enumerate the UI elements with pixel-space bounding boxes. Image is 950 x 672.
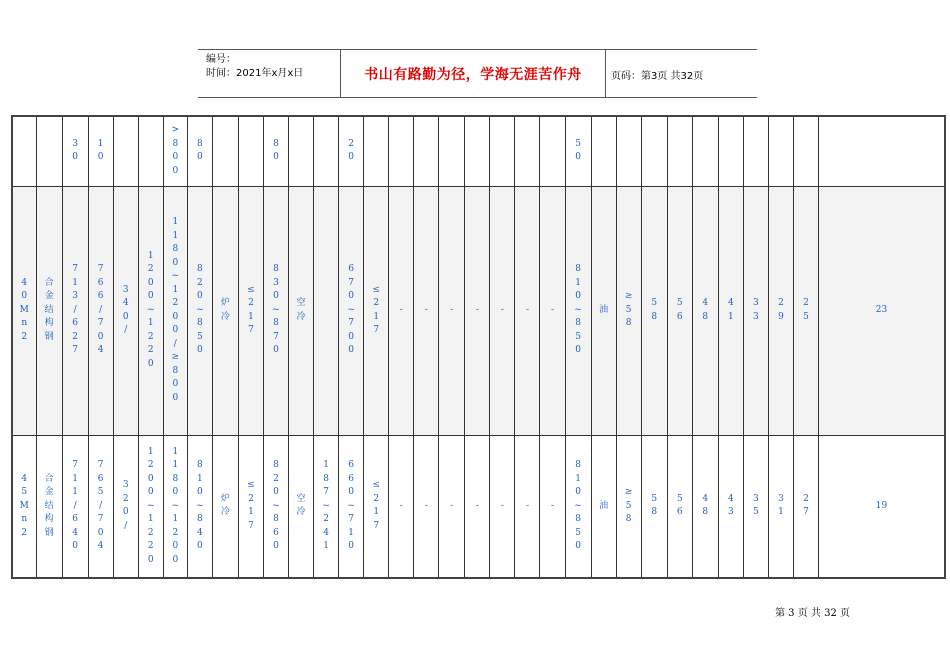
table-cell [490,435,515,578]
table-cell [138,186,163,435]
vertical-text: - [500,304,504,315]
table-cell [515,186,540,435]
table-cell [414,116,439,186]
vertical-text: 2 5 [803,298,809,322]
table-cell [641,435,667,578]
vertical-text: 1 0 [97,138,104,163]
table-cell [163,435,187,578]
vertical-text: 3 4 0 / [122,284,129,335]
vertical-text: 4 3 [727,493,734,518]
table-cell [768,435,793,578]
table-cell [540,116,565,186]
table-cell [138,435,163,578]
table-cell [465,435,490,578]
vertical-text: > 8 0 0 [171,125,180,176]
vertical-text: 8 0 [273,138,279,163]
vertical-text: ≥ 5 8 [624,487,633,524]
vertical-text: 5 6 [676,298,683,322]
table-cell [289,116,314,186]
page-label: 页码：第3页 共32页 [611,71,704,82]
vertical-text: 4 0 M n 2 [19,277,29,342]
vertical-text: 6 7 0 ~ 7 0 0 [347,264,355,356]
table-cell [389,435,414,578]
table-cell [591,435,616,578]
table-cell [768,186,793,435]
vertical-text: 3 5 [753,493,759,518]
table-cell [389,186,414,435]
table-cell [212,116,238,186]
table-cell [616,116,641,186]
table-cell [138,116,163,186]
vertical-text: 8 1 0 ~ 8 5 0 [574,460,582,551]
header-divider [605,50,606,97]
table-cell [414,435,439,578]
vertical-text: 1 1 8 0 ~ 1 2 0 0 [171,446,180,565]
table-cell [364,116,389,186]
vertical-text: 2 7 [803,493,809,518]
vertical-text: 1 2 0 0 ~ 1 2 2 0 [146,250,155,369]
table-cell: 19 [819,435,946,578]
table-cell [113,186,138,435]
table-cell [540,186,565,435]
vertical-text: 8 3 0 ~ 8 7 0 [272,264,280,356]
table-cell [238,186,263,435]
page-footer: 第 3 页 共 32 页 [775,608,850,619]
table-cell [718,116,743,186]
table-cell [263,186,288,435]
vertical-text: 炉 冷 [220,298,230,322]
table-cell [263,116,288,186]
vertical-text: 4 1 [727,298,734,322]
vertical-text: - [424,304,428,315]
table-cell [439,435,465,578]
vertical-text: - [525,304,529,315]
page-header [198,49,757,98]
table-cell [113,435,138,578]
table-cell [641,116,667,186]
vertical-text: - [399,500,403,511]
table-cell [465,116,490,186]
table-cell [62,186,88,435]
table-cell [36,186,62,435]
header-info [206,53,303,81]
table-cell [12,186,36,435]
vertical-text: 5 6 [676,493,683,518]
table-cell [187,435,212,578]
table-row [12,116,945,186]
table-cell [667,116,692,186]
header-divider [340,50,341,97]
vertical-text: 8 0 [196,138,203,163]
vertical-text: 3 0 [72,138,78,163]
table-cell [163,116,187,186]
table-row [12,435,945,578]
vertical-text: 6 6 0 ~ 7 1 0 [347,460,355,551]
table-cell [565,186,591,435]
vertical-text: - [550,500,555,511]
vertical-text: 油 [599,304,609,315]
table-cell [263,435,288,578]
table-cell [641,186,667,435]
vertical-text: 7 1 3 / 6 2 7 [72,264,78,356]
table-cell [515,435,540,578]
table-cell [163,186,187,435]
time-label: 时间：2021年x月x日 [206,68,304,79]
vertical-text: 炉 冷 [220,493,230,518]
vertical-text: 8 1 0 ~ 8 5 0 [574,264,582,356]
vertical-text: 7 6 5 / 7 0 4 [97,460,104,551]
table-cell [88,186,113,435]
vertical-text: 8 1 0 ~ 8 4 0 [196,460,204,551]
table-cell [439,116,465,186]
table-cell [565,116,591,186]
table-cell [490,116,515,186]
table-cell [565,435,591,578]
table-cell [718,435,743,578]
table-cell [692,186,718,435]
table-cell [743,435,768,578]
vertical-text: ≤ 2 1 7 [372,284,380,335]
header-motto: 书山有路勤为径，学海无涯苦作舟 [364,67,582,83]
table-cell [62,435,88,578]
table-cell [414,186,439,435]
vertical-text: 4 8 [702,493,709,518]
table-cell [12,435,36,578]
table-cell [718,186,743,435]
vertical-text: 7 1 1 / 6 4 0 [72,460,78,551]
table-cell [768,116,793,186]
vertical-text: ≥ 5 8 [624,291,633,329]
table-cell [667,435,692,578]
vertical-text: 1 8 7 ~ 2 4 1 [322,460,330,551]
vertical-text: 7 6 6 / 7 0 4 [97,264,104,356]
vertical-text: 4 5 M n 2 [19,473,29,538]
vertical-text: - [450,304,454,315]
table-cell [743,116,768,186]
vertical-text: 空 冷 [296,298,306,322]
vertical-text: 8 2 0 ~ 8 5 0 [196,264,204,356]
table-cell [36,116,62,186]
vertical-text: 合 金 结 构 钢 [44,277,54,342]
vertical-text: ≤ 2 1 7 [372,480,380,531]
table-cell [819,116,946,186]
table-cell [591,186,616,435]
table-cell [238,116,263,186]
number-label: 编号： [206,54,236,65]
vertical-text: - [525,500,529,511]
vertical-text: - [399,304,403,315]
vertical-text: ≤ 2 1 7 [247,480,255,531]
table-cell [212,186,238,435]
vertical-text: - [550,304,555,315]
vertical-text: 8 2 0 ~ 8 6 0 [272,460,280,551]
table-cell [616,435,641,578]
table-cell [364,435,389,578]
vertical-text: 4 8 [702,298,709,322]
table-cell [187,186,212,435]
vertical-text: 5 0 [575,138,581,163]
table-cell [212,435,238,578]
table-cell [88,435,113,578]
table-cell [389,116,414,186]
table-cell [314,116,339,186]
vertical-text: - [500,500,504,511]
table-cell [515,116,540,186]
table-cell [364,186,389,435]
vertical-text: ≤ 2 1 7 [247,284,255,335]
vertical-text: 5 8 [651,298,658,322]
table-cell [88,116,113,186]
table-cell [439,186,465,435]
table-cell [289,186,314,435]
table-cell: 23 [819,186,946,435]
table-cell [667,186,692,435]
table-cell [36,435,62,578]
vertical-text: 2 0 [348,138,354,163]
table-cell [238,435,263,578]
table-cell [465,186,490,435]
table-cell [490,186,515,435]
vertical-text: 3 1 [778,493,784,518]
table-cell [339,116,364,186]
vertical-text: 3 3 [753,298,759,322]
vertical-text: - [450,500,454,511]
table-cell [289,435,314,578]
table-cell [339,435,364,578]
vertical-text: 合 金 结 构 钢 [44,473,54,538]
table-cell [616,186,641,435]
table-cell [591,116,616,186]
vertical-text: 3 2 0 / [122,480,129,531]
vertical-text: 1 2 0 0 ~ 1 2 2 0 [146,446,155,565]
table-cell [339,186,364,435]
vertical-text: 5 8 [651,493,658,518]
table-row [12,186,945,435]
table-cell [793,186,818,435]
table-cell [314,186,339,435]
vertical-text: 空 冷 [296,493,306,518]
vertical-text: - [475,304,479,315]
table-cell [692,435,718,578]
table-cell [187,116,212,186]
vertical-text: 2 9 [778,298,784,322]
vertical-text: - [424,500,428,511]
table-cell [314,435,339,578]
table-cell [12,116,36,186]
table-cell [62,116,88,186]
vertical-text: 1 1 8 0 ~ 1 2 0 0 / ≥ 8 0 0 [171,217,180,403]
table-cell [113,116,138,186]
table-cell [692,116,718,186]
table-cell [793,116,818,186]
vertical-text: - [475,500,479,511]
table-cell [793,435,818,578]
table-cell [540,435,565,578]
table-cell [743,186,768,435]
vertical-text: 油 [599,500,609,511]
steel-properties-table [11,115,946,579]
